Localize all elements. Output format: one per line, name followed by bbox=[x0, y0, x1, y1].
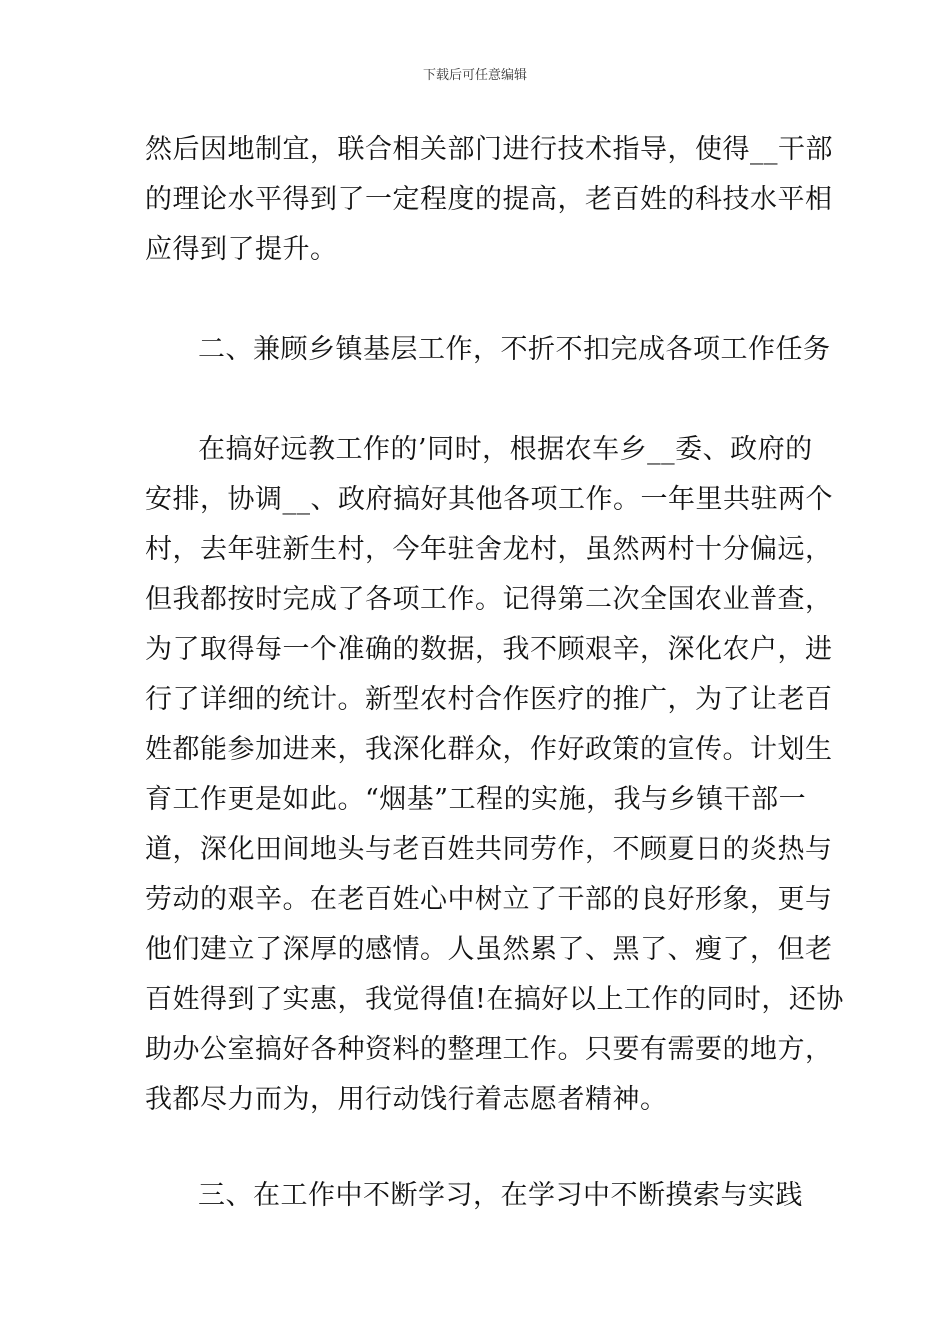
para2-line-4: 但我都按时完成了各项工作。记得第二次全国农业普查， bbox=[145, 584, 833, 615]
para2-line-2: 安排，协调__、政府搞好其他各项工作。一年里共驻两个 bbox=[145, 484, 833, 515]
para2-line-1: 在搞好远教工作的’同时，根据农车乡__委、政府的 bbox=[198, 434, 813, 465]
para2-line-10: 劳动的艰辛。在老百姓心中树立了干部的良好形象，更与 bbox=[145, 884, 833, 915]
page-header-note: 下载后可任意编辑 bbox=[422, 68, 527, 83]
para2-line-14: 我都尽力而为，用行动饯行着志愿者精神。 bbox=[145, 1084, 668, 1115]
para2-line-11: 他们建立了深厚的感情。人虽然累了、黑了、瘦了，但老 bbox=[145, 934, 833, 965]
para2-line-13: 助办公室搞好各种资料的整理工作。只要有需要的地方， bbox=[145, 1034, 833, 1065]
para2-line-8: 育工作更是如此。“烟基”工程的实施，我与乡镇干部一 bbox=[145, 784, 807, 815]
para2-line-6: 行了详细的统计。新型农村合作医疗的推广，为了让老百 bbox=[145, 684, 833, 715]
para2-line-9: 道，深化田间地头与老百姓共同劳作，不顾夏日的炎热与 bbox=[145, 834, 833, 865]
para1-line-1: 然后因地制宜，联合相关部门进行技术指导，使得__干部 bbox=[145, 134, 833, 165]
para1-line-2: 的理论水平得到了一定程度的提高，老百姓的科技水平相 bbox=[145, 184, 833, 215]
section-heading-2: 二、兼顾乡镇基层工作，不折不扣完成各项工作任务 bbox=[198, 334, 831, 365]
para1-line-3: 应得到了提升。 bbox=[145, 234, 338, 265]
para2-line-5: 为了取得每一个准确的数据，我不顾艰辛，深化农户，进 bbox=[145, 634, 833, 665]
para2-line-7: 姓都能参加进来，我深化群众，作好政策的宣传。计划生 bbox=[145, 734, 833, 765]
section-heading-3: 三、在工作中不断学习，在学习中不断摸索与实践 bbox=[198, 1180, 803, 1211]
para2-line-12: 百姓得到了实惠，我觉得值!在搞好以上工作的同时，还协 bbox=[145, 984, 844, 1015]
para2-line-3: 村，去年驻新生村，今年驻舍龙村，虽然两村十分偏远， bbox=[145, 534, 833, 565]
